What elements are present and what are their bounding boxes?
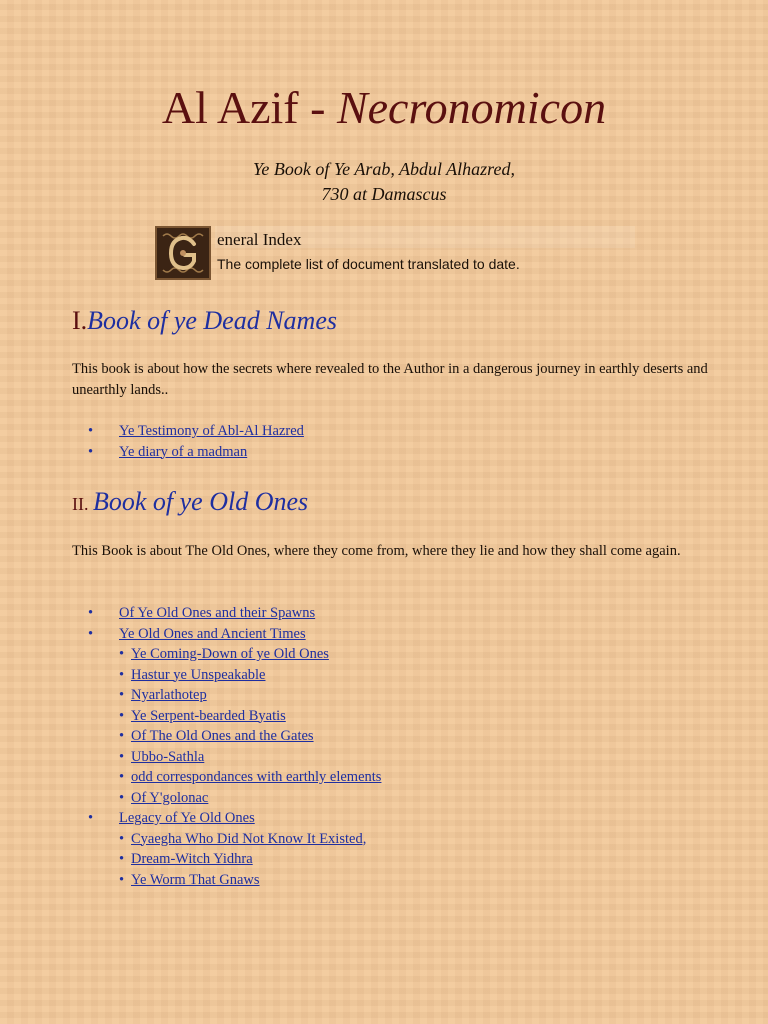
section-description: This Book is about The Old Ones, where they come from, where they lie and how they shall come again. xyxy=(72,543,681,559)
bullet: • xyxy=(88,605,94,621)
section-heading-old-ones xyxy=(72,486,308,520)
bullet: • xyxy=(119,871,125,888)
link-old-ones-spawns[interactable]: Of Ye Old Ones and their Spawns xyxy=(119,605,316,621)
link-byatis[interactable]: Ye Serpent-bearded Byatis xyxy=(131,707,286,724)
link-testimony[interactable]: Ye Testimony of Abl-Al Hazred xyxy=(119,423,304,439)
bullet: • xyxy=(119,789,125,806)
subtitle-line-1: Ye Book of Ye Arab, Abdul Alhazred, xyxy=(252,159,516,179)
link-ygolonac[interactable]: Of Y'golonac xyxy=(131,789,209,806)
section-title: Book of ye Old Ones xyxy=(93,487,309,516)
bullet: • xyxy=(119,769,125,785)
link-ubbo-sathla[interactable]: Ubbo-Sathla xyxy=(131,748,205,765)
bullet: • xyxy=(119,687,125,703)
bullet: • xyxy=(119,830,125,847)
bullet: • xyxy=(88,443,94,460)
link-coming-down[interactable]: Ye Coming-Down of ye Old Ones xyxy=(131,646,329,662)
link-worm[interactable]: Ye Worm That Gnaws xyxy=(131,871,260,888)
section-description: This book is about how the secrets where revealed to the Author in a dangerous journey in earthly deserts and unearthly lands.. xyxy=(72,361,708,398)
section-numeral: I. xyxy=(72,306,88,335)
bullet: • xyxy=(119,666,125,683)
link-ancient-times[interactable]: Ye Old Ones and Ancient Times xyxy=(119,625,306,642)
link-hastur[interactable]: Hastur ye Unspeakable xyxy=(131,666,266,683)
bullet: • xyxy=(88,625,94,642)
bullet: • xyxy=(88,423,94,439)
section-numeral: II. xyxy=(72,494,93,514)
bullet: • xyxy=(88,810,94,826)
subtitle-line-2: 730 at Damascus xyxy=(321,184,447,204)
bullet: • xyxy=(119,728,125,744)
link-diary[interactable]: Ye diary of a madman xyxy=(119,443,248,460)
illuminated-letter-g-icon xyxy=(155,226,211,280)
title-plain: Al Azif - xyxy=(161,82,337,133)
bullet: • xyxy=(119,707,125,724)
page-subtitle xyxy=(0,157,768,207)
general-index-block[interactable] xyxy=(155,226,675,282)
general-index-title: eneral Index xyxy=(217,230,302,249)
title-italic: Necronomicon xyxy=(336,82,607,133)
link-nyarlathotep[interactable]: Nyarlathotep xyxy=(131,687,207,703)
bullet: • xyxy=(119,748,125,765)
bullet: • xyxy=(119,646,125,662)
page-title xyxy=(0,82,768,134)
link-cyaegha[interactable]: Cyaegha Who Did Not Know It Existed, xyxy=(131,830,367,847)
section-heading-dead-names xyxy=(72,305,337,337)
general-index-description: The complete list of document translated to date. xyxy=(217,256,520,272)
link-gates[interactable]: Of The Old Ones and the Gates xyxy=(131,728,314,744)
bullet: • xyxy=(119,851,125,867)
link-correspondances[interactable]: odd correspondances with earthly elements xyxy=(131,769,382,785)
link-legacy[interactable]: Legacy of Ye Old Ones xyxy=(119,810,255,826)
section-title: Book of ye Dead Names xyxy=(87,306,337,335)
link-yidhra[interactable]: Dream-Witch Yidhra xyxy=(131,851,253,867)
